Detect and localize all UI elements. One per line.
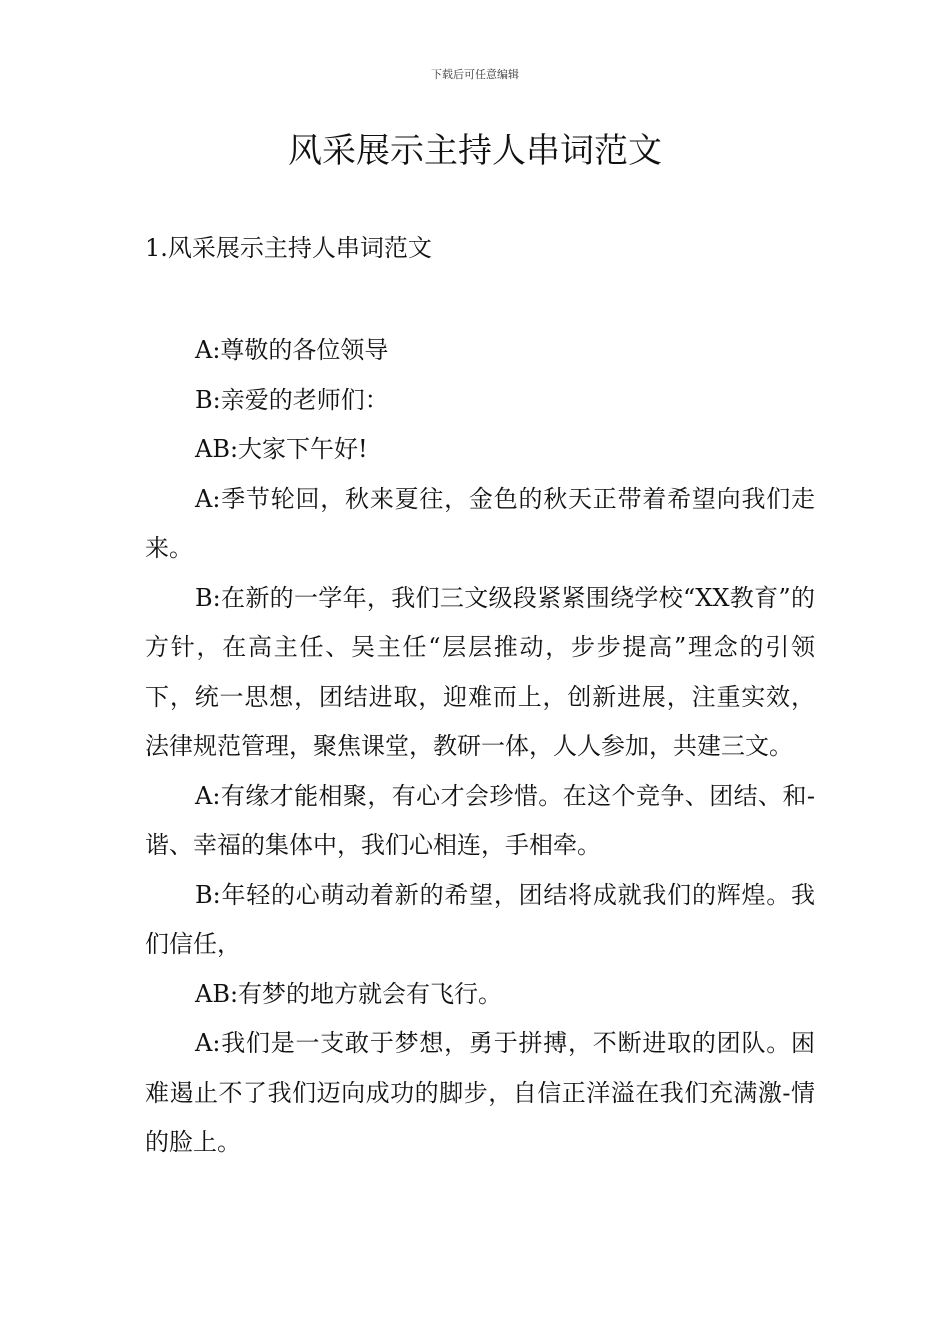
paragraph-cherish: A:有缘才能相聚，有心才会珍惜。在这个竞争、团结、和-谐、幸福的集体中，我们心相连，手相牵。 — [145, 781, 815, 859]
paragraph-team: A:我们是一支敢于梦想，勇于拼搏，不断进取的团队。困难遏止不了我们迈向成功的脚步，自信正洋溢在我们充满激-情的脸上。 — [145, 1029, 815, 1156]
document-body — [145, 326, 815, 1168]
header-note: 下载后可任意编辑 — [431, 68, 519, 81]
paragraph-dream: AB:有梦的地方就会有飞行。 — [195, 979, 503, 1008]
paragraph-greeting-ab: AB:大家下午好! — [195, 435, 368, 463]
paragraph-season: A:季节轮回，秋来夏往，金色的秋天正带着希望向我们走来。 — [145, 484, 815, 562]
section-heading: 1.风采展示主持人串词范文 — [145, 234, 432, 262]
paragraph-new-year: B:在新的一学年，我们三文级段紧紧围绕学校“XX教育”的方针，在高主任、吴主任“层层推动，步步提高”理念的引领下，统一思想，团结进取，迎难而上，创新进展，注重实效，法律规范管理，聚焦课堂，教研一体，人人参加，共建三文。 — [145, 583, 815, 760]
paragraph-young-hearts: B:年轻的心萌动着新的希望，团结将成就我们的辉煌。我们信任， — [145, 880, 815, 958]
paragraph-greeting-b: B:亲爱的老师们： — [195, 385, 389, 414]
paragraph-greeting-a: A:尊敬的各位领导 — [195, 336, 389, 364]
document-title: 风采展示主持人串词范文 — [288, 131, 662, 171]
